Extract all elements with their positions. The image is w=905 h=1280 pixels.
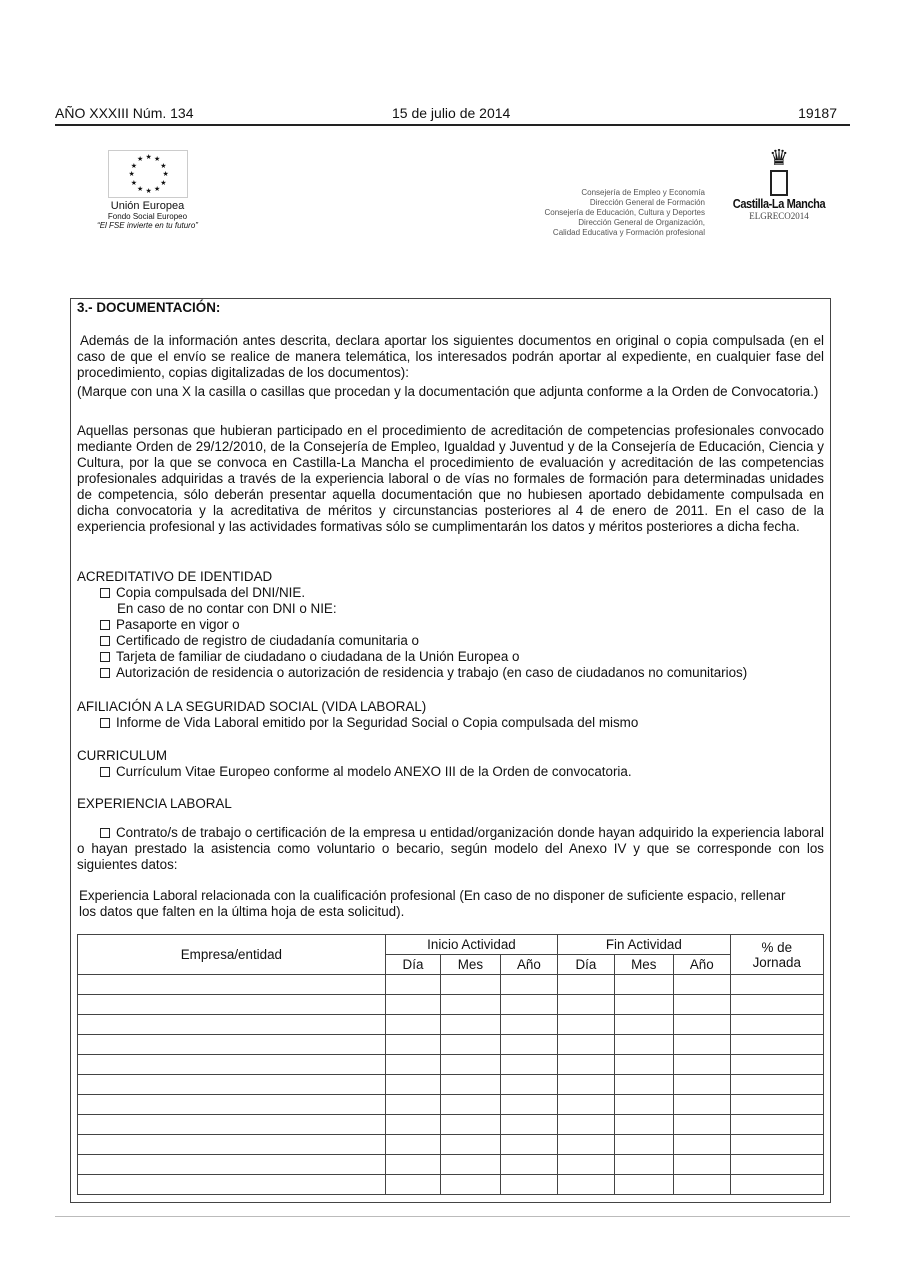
table-cell[interactable]	[558, 1175, 614, 1195]
star-icon: ★	[154, 156, 161, 164]
table-cell[interactable]	[385, 975, 440, 995]
eu-motto: “El FSE invierte en tu futuro”	[97, 221, 198, 230]
table-cell[interactable]	[674, 1055, 730, 1075]
table-cell[interactable]	[558, 1135, 614, 1155]
table-cell[interactable]	[500, 1175, 557, 1195]
table-cell[interactable]	[441, 1075, 500, 1095]
table-cell[interactable]	[385, 1175, 440, 1195]
table-cell[interactable]	[500, 1075, 557, 1095]
table-cell[interactable]	[674, 1075, 730, 1095]
table-cell[interactable]	[441, 1015, 500, 1035]
option-label: Tarjeta de familiar de ciudadano o ciudadana de la Unión Europea o	[116, 649, 520, 664]
table-cell[interactable]	[441, 995, 500, 1015]
option-label: Currículum Vitae Europeo conforme al modelo ANEXO III de la Orden de convocatoria.	[116, 764, 632, 779]
checkbox[interactable]	[100, 828, 110, 838]
table-row	[78, 975, 824, 995]
eu-logo	[80, 150, 215, 230]
experience-table	[77, 934, 824, 1195]
table-cell[interactable]	[385, 1035, 440, 1055]
table-cell[interactable]	[730, 995, 823, 1015]
clm-name: Castilla-La Mancha	[732, 196, 826, 211]
star-icon: ★	[160, 179, 167, 187]
table-cell[interactable]	[385, 1055, 440, 1075]
table-cell[interactable]	[385, 1155, 440, 1175]
table-cell[interactable]	[78, 1175, 386, 1195]
option-label: Autorización de residencia o autorización de residencia y trabajo (en caso de ciudadanos no comunitarios)	[116, 665, 748, 680]
table-cell[interactable]	[78, 1055, 386, 1075]
star-icon: ★	[130, 162, 138, 170]
table-cell[interactable]	[441, 1155, 500, 1175]
table-row	[78, 1075, 824, 1095]
table-cell[interactable]	[78, 1075, 386, 1095]
table-cell[interactable]	[500, 1015, 557, 1035]
table-cell[interactable]	[78, 975, 386, 995]
table-cell[interactable]	[441, 1115, 500, 1135]
experiencia-note: Experiencia Laboral relacionada con la cualificación profesional (En caso de no disponer de suficiente espacio, rellenar los datos que falten en la última hoja de esta solicitud).	[79, 888, 786, 919]
table-cell[interactable]	[558, 1015, 614, 1035]
consejeria-line: Dirección General de Formación	[589, 198, 705, 207]
table-cell[interactable]	[558, 1035, 614, 1055]
eu-flag-icon	[108, 150, 188, 198]
previous-participants-paragraph: Aquellas personas que hubieran participado en el procedimiento de acreditación de competencias profesionales convocado mediante Orden de 29/12/2010, de la Consejería de Empleo, Igualdad y Juventud y de la Consejería de Educación, Ciencia y Cultura, por la que se convoca en Castilla-La Mancha el procedimiento de evaluación y acreditación de las competencias profesionales adquiridas a través de la experiencia laboral o de vías no formales de formación para determinadas unidades de competencia, sólo deberán presentar aquella documentación que no hubiesen aportado debidamente compulsada en dicha convocatoria y la acreditativa de méritos y circunstancias posteriores al 4 de enero de 2011. En el caso de la experiencia profesional y las actividades formativas sólo se cumplimentarán los datos y méritos posteriores a dicha fecha.	[77, 423, 824, 534]
col-jornada: % de Jornada	[730, 935, 823, 975]
table-cell[interactable]	[674, 1135, 730, 1155]
star-icon: ★	[128, 171, 135, 178]
table-row	[78, 1055, 824, 1075]
section-title: 3.- DOCUMENTACIÓN:	[77, 300, 221, 315]
publication-date: 15 de julio de 2014	[392, 105, 511, 121]
table-cell[interactable]	[614, 1015, 673, 1035]
eu-fund: Fondo Social Europeo	[107, 212, 188, 221]
consejeria-line: Calidad Educativa y Formación profesional	[552, 228, 705, 237]
table-cell[interactable]	[674, 1155, 730, 1175]
table-cell[interactable]	[674, 1035, 730, 1055]
table-cell[interactable]	[614, 1155, 673, 1175]
table-cell[interactable]	[558, 975, 614, 995]
table-cell[interactable]	[614, 1135, 673, 1155]
afiliacion-section	[77, 699, 824, 731]
star-icon: ★	[137, 156, 144, 164]
table-cell[interactable]	[614, 1035, 673, 1055]
table-cell[interactable]	[614, 995, 673, 1015]
table-row	[78, 1135, 824, 1155]
table-cell[interactable]	[385, 1015, 440, 1035]
table-cell[interactable]	[500, 975, 557, 995]
table-row	[78, 1155, 824, 1175]
col-empresa: Empresa/entidad	[78, 935, 386, 975]
table-cell[interactable]	[614, 1075, 673, 1095]
afiliacion-heading: AFILIACIÓN A LA SEGURIDAD SOCIAL (VIDA LABORAL)	[77, 699, 427, 714]
col-fin: Fin Actividad	[558, 935, 730, 955]
star-icon: ★	[145, 154, 152, 161]
table-cell[interactable]	[614, 975, 673, 995]
checkbox[interactable]	[100, 718, 110, 728]
option-label: Pasaporte en vigor o	[116, 617, 240, 632]
curriculum-heading: CURRICULUM	[77, 748, 168, 763]
table-cell[interactable]	[441, 1135, 500, 1155]
table-row	[78, 995, 824, 1015]
table-cell[interactable]	[730, 1175, 823, 1195]
table-cell[interactable]	[441, 1055, 500, 1075]
table-cell[interactable]	[500, 1035, 557, 1055]
table-cell[interactable]	[730, 1015, 823, 1035]
checkbox[interactable]	[100, 767, 110, 777]
table-cell[interactable]	[385, 1075, 440, 1095]
table-cell[interactable]	[730, 1115, 823, 1135]
table-cell[interactable]	[674, 1115, 730, 1135]
table-cell[interactable]	[441, 1175, 500, 1195]
consejeria-line: Consejería de Educación, Cultura y Deportes	[544, 208, 705, 217]
no-dni-label: En caso de no contar con DNI o NIE:	[117, 601, 337, 616]
table-cell[interactable]	[78, 1135, 386, 1155]
table-cell[interactable]	[500, 1055, 557, 1075]
table-cell[interactable]	[558, 1095, 614, 1115]
curriculum-section	[77, 748, 824, 780]
experiencia-item	[77, 825, 824, 873]
table-row	[78, 1035, 824, 1055]
table-cell[interactable]	[500, 1115, 557, 1135]
table-row	[78, 1015, 824, 1035]
table-cell[interactable]	[385, 1095, 440, 1115]
table-cell[interactable]	[78, 1015, 386, 1035]
table-cell[interactable]	[500, 1095, 557, 1115]
table-cell[interactable]	[78, 1115, 386, 1135]
table-cell[interactable]	[78, 1095, 386, 1115]
header-rule	[55, 124, 850, 126]
table-row	[78, 1175, 824, 1195]
table-cell[interactable]	[730, 975, 823, 995]
table-cell[interactable]	[674, 1095, 730, 1115]
consejeria-text	[544, 188, 705, 238]
table-cell[interactable]	[730, 1095, 823, 1115]
table-cell[interactable]	[730, 1155, 823, 1175]
greco-logo: ELGRECO2014	[749, 211, 809, 221]
page-number: 19187	[798, 105, 837, 121]
col-dia: Día	[385, 955, 440, 975]
col-anio: Año	[674, 955, 730, 975]
intro-paragraph: Además de la información antes descrita, declara aportar los siguientes documentos en original o copia compulsada (en el caso de que el envío se realice de manera telemática, los interesados podrán aportar al expediente, en cualquier fase del procedimiento, copias digitalizadas de los documentos):	[77, 333, 824, 380]
option-label: Contrato/s de trabajo o certificación de la empresa u entidad/organización donde hayan adquirido la experiencia laboral o hayan prestado la asistencia como voluntario o becario, según modelo del Anexo IV y que se corresponde con los siguientes datos:	[77, 825, 824, 872]
table-cell[interactable]	[674, 1015, 730, 1035]
option-label: Informe de Vida Laboral emitido por la Seguridad Social o Copia compulsada del mismo	[116, 715, 639, 730]
option-label: Certificado de registro de ciudadanía comunitaria o	[116, 633, 419, 648]
experiencia-heading: EXPERIENCIA LABORAL	[77, 796, 232, 811]
table-cell[interactable]	[441, 975, 500, 995]
table-cell[interactable]	[614, 1115, 673, 1135]
star-icon: ★	[145, 188, 152, 195]
table-cell[interactable]	[614, 1055, 673, 1075]
identity-heading: ACREDITATIVO DE IDENTIDAD	[77, 569, 273, 584]
table-cell[interactable]	[730, 1075, 823, 1095]
instructions-paragraph: (Marque con una X la casilla o casillas que procedan y la documentación que adjunta conforme a la Orden de Convocatoria.)	[77, 384, 819, 399]
col-anio: Año	[500, 955, 557, 975]
star-icon: ★	[154, 185, 161, 193]
consejeria-line: Dirección General de Organización,	[578, 218, 705, 227]
star-icon: ★	[162, 171, 169, 178]
identity-section	[77, 569, 824, 681]
table-cell[interactable]	[558, 1055, 614, 1075]
table-cell[interactable]	[558, 1155, 614, 1175]
table-cell[interactable]	[674, 1175, 730, 1195]
table-cell[interactable]	[558, 995, 614, 1015]
table-cell[interactable]	[614, 1095, 673, 1115]
table-cell[interactable]	[558, 1075, 614, 1095]
crown-icon: ♛	[769, 145, 789, 170]
table-cell[interactable]	[730, 1135, 823, 1155]
table-cell[interactable]	[500, 995, 557, 1015]
star-icon: ★	[160, 162, 167, 170]
table-cell[interactable]	[385, 1115, 440, 1135]
star-icon: ★	[130, 179, 138, 187]
table-cell[interactable]	[674, 975, 730, 995]
star-icon: ★	[137, 185, 144, 193]
table-cell[interactable]	[674, 995, 730, 1015]
table-cell[interactable]	[558, 1115, 614, 1135]
table-cell[interactable]	[78, 995, 386, 1015]
table-row	[78, 1115, 824, 1135]
table-cell[interactable]	[500, 1135, 557, 1155]
checkbox[interactable]	[100, 620, 110, 630]
issue-number: AÑO XXXIII Núm. 134	[55, 105, 194, 121]
shield-icon	[770, 170, 788, 196]
dni-label: Copia compulsada del DNI/NIE.	[116, 585, 306, 600]
table-cell[interactable]	[78, 1155, 386, 1175]
table-cell[interactable]	[441, 1035, 500, 1055]
table-cell[interactable]	[614, 1175, 673, 1195]
col-inicio: Inicio Actividad	[385, 935, 557, 955]
table-cell[interactable]	[441, 1095, 500, 1115]
checkbox[interactable]	[100, 652, 110, 662]
table-cell[interactable]	[730, 1055, 823, 1075]
table-row	[78, 1095, 824, 1115]
checkbox[interactable]	[100, 636, 110, 646]
col-mes: Mes	[441, 955, 500, 975]
table-cell[interactable]	[385, 995, 440, 1015]
table-cell[interactable]	[730, 1035, 823, 1055]
consejeria-line: Consejería de Empleo y Economía	[581, 188, 705, 197]
table-cell[interactable]	[78, 1035, 386, 1055]
checkbox[interactable]	[100, 588, 110, 598]
eu-name: Unión Europea	[110, 200, 185, 212]
table-cell[interactable]	[500, 1155, 557, 1175]
col-dia: Día	[558, 955, 614, 975]
col-mes: Mes	[614, 955, 673, 975]
table-cell[interactable]	[385, 1135, 440, 1155]
checkbox[interactable]	[100, 668, 110, 678]
footer-rule	[55, 1216, 850, 1217]
clm-logo	[724, 146, 834, 221]
